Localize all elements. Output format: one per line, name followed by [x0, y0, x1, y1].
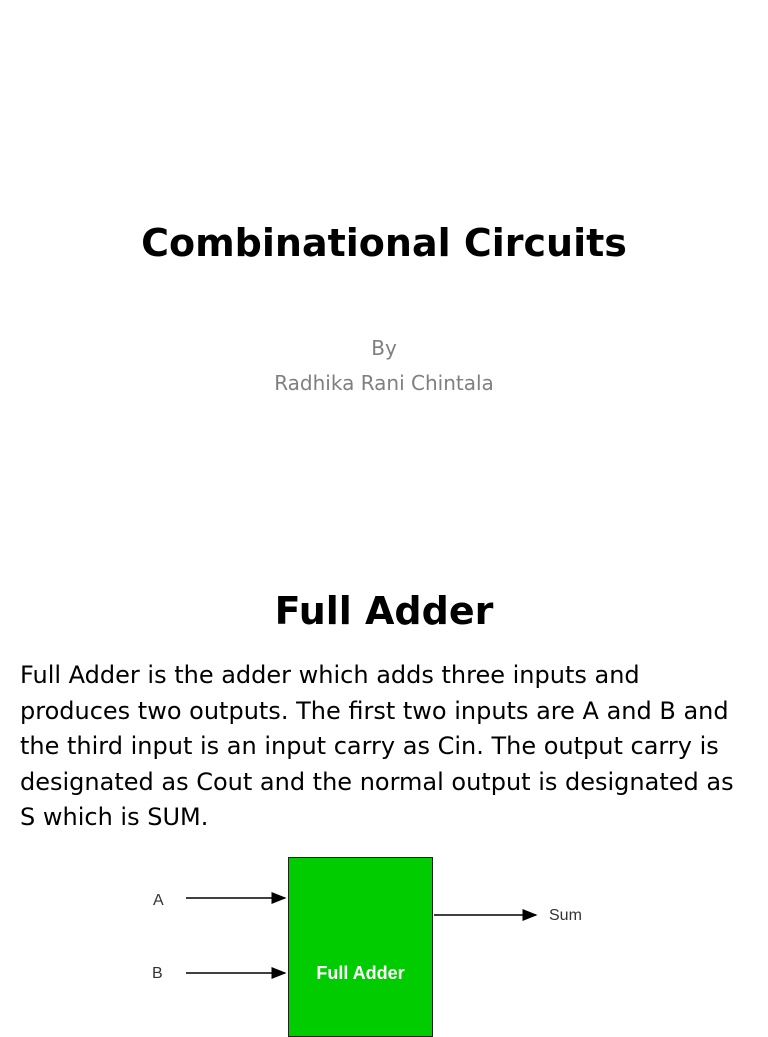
slide-body-text: Full Adder is the adder which adds three inputs and produces two outputs. The first two inputs are A and B and the third input is an input carry as Cin. The output carry is designated as Cout and the normal output is designated as S which is SUM.: [20, 661, 734, 831]
input-b-label: B: [152, 965, 163, 982]
full-adder-block-label: Full Adder: [316, 963, 405, 983]
author-name: Radhika Rani Chintala: [274, 371, 494, 395]
sum-output-label: Sum: [549, 907, 582, 924]
input-a-label: A: [153, 892, 164, 909]
full-adder-block: [288, 857, 433, 1037]
slide-heading: Full Adder: [274, 589, 494, 633]
full-adder-diagram: [0, 840, 768, 1024]
slide-title: Combinational Circuits: [141, 221, 627, 265]
byline-by: By: [371, 336, 397, 360]
